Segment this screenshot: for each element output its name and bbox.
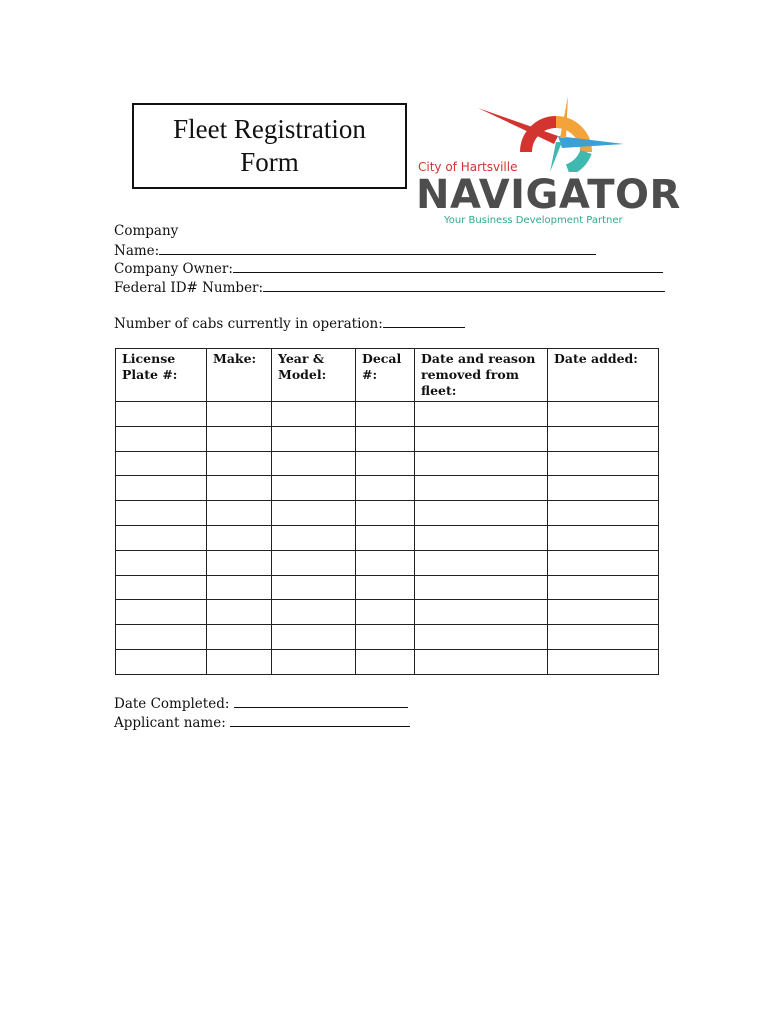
table-cell[interactable] (415, 402, 548, 427)
company-owner-field[interactable] (114, 258, 663, 278)
table-row (116, 575, 659, 600)
table-cell[interactable] (272, 600, 356, 625)
table-cell[interactable] (548, 600, 659, 625)
table-cell[interactable] (207, 402, 272, 427)
federal-id-field[interactable] (114, 277, 665, 297)
table-cell[interactable] (207, 525, 272, 550)
company-name-field[interactable] (114, 240, 596, 260)
table-cell[interactable] (207, 649, 272, 674)
table-cell[interactable] (272, 550, 356, 575)
company-name-label: Name: (114, 243, 160, 259)
company-owner-label: Company Owner: (114, 261, 233, 277)
header-year-model: Year & Model: (272, 349, 356, 402)
table-cell[interactable] (116, 550, 207, 575)
table-cell[interactable] (415, 501, 548, 526)
table-cell[interactable] (272, 625, 356, 650)
table-cell[interactable] (548, 501, 659, 526)
applicant-name-field[interactable] (114, 712, 410, 732)
cab-count-label: Number of cabs currently in operation: (114, 316, 383, 332)
company-name-label-line1 (114, 222, 178, 240)
table-cell[interactable] (356, 476, 415, 501)
table-row (116, 451, 659, 476)
logo-city: City of Hartsville (418, 160, 518, 174)
table-cell[interactable] (356, 625, 415, 650)
header-date-removed: Date and reason removed from fleet: (415, 349, 548, 402)
table-cell[interactable] (356, 501, 415, 526)
table-cell[interactable] (207, 501, 272, 526)
table-row (116, 550, 659, 575)
table-cell[interactable] (356, 451, 415, 476)
table-cell[interactable] (116, 402, 207, 427)
navigator-logo (416, 92, 681, 232)
table-cell[interactable] (207, 476, 272, 501)
table-cell[interactable] (415, 625, 548, 650)
table-cell[interactable] (207, 625, 272, 650)
table-cell[interactable] (548, 575, 659, 600)
table-cell[interactable] (356, 525, 415, 550)
table-cell[interactable] (116, 501, 207, 526)
header-date-added: Date added: (548, 349, 659, 402)
table-cell[interactable] (415, 426, 548, 451)
table-cell[interactable] (415, 476, 548, 501)
table-cell[interactable] (548, 476, 659, 501)
table-row (116, 600, 659, 625)
table-cell[interactable] (272, 575, 356, 600)
table-cell[interactable] (116, 476, 207, 501)
table-row (116, 426, 659, 451)
table-cell[interactable] (415, 525, 548, 550)
table-row (116, 501, 659, 526)
table-cell[interactable] (207, 550, 272, 575)
cab-count-field[interactable] (114, 313, 465, 333)
table-cell[interactable] (116, 649, 207, 674)
table-cell[interactable] (415, 550, 548, 575)
table-cell[interactable] (272, 649, 356, 674)
table-cell[interactable] (207, 575, 272, 600)
table-cell[interactable] (116, 426, 207, 451)
table-row (116, 525, 659, 550)
company-name-line[interactable] (159, 240, 596, 255)
logo-brand: NAVIGATOR (416, 172, 681, 218)
table-cell[interactable] (272, 525, 356, 550)
applicant-name-label: Applicant name: (114, 715, 226, 731)
logo-tagline: Your Business Development Partner (444, 215, 623, 226)
table-cell[interactable] (272, 402, 356, 427)
table-cell[interactable] (116, 525, 207, 550)
table-cell[interactable] (548, 525, 659, 550)
table-cell[interactable] (548, 451, 659, 476)
table-cell[interactable] (356, 426, 415, 451)
federal-id-label: Federal ID# Number: (114, 280, 264, 296)
table-cell[interactable] (415, 649, 548, 674)
table-cell[interactable] (415, 600, 548, 625)
table-cell[interactable] (116, 625, 207, 650)
table-cell[interactable] (548, 649, 659, 674)
table-cell[interactable] (272, 501, 356, 526)
company-owner-line[interactable] (233, 258, 663, 273)
applicant-name-line[interactable] (230, 712, 410, 727)
table-cell[interactable] (356, 550, 415, 575)
table-cell[interactable] (116, 575, 207, 600)
table-cell[interactable] (116, 451, 207, 476)
table-cell[interactable] (356, 575, 415, 600)
table-cell[interactable] (272, 426, 356, 451)
table-cell[interactable] (356, 600, 415, 625)
table-row (116, 476, 659, 501)
table-cell[interactable] (207, 600, 272, 625)
date-completed-line[interactable] (234, 693, 408, 708)
table-row (116, 649, 659, 674)
table-cell[interactable] (548, 550, 659, 575)
cab-count-line[interactable] (383, 313, 465, 328)
table-cell[interactable] (548, 426, 659, 451)
table-row (116, 402, 659, 427)
table-row (116, 625, 659, 650)
table-cell[interactable] (272, 451, 356, 476)
table-cell[interactable] (415, 575, 548, 600)
table-cell[interactable] (356, 402, 415, 427)
fleet-table (115, 348, 659, 675)
federal-id-line[interactable] (263, 277, 665, 292)
date-completed-field[interactable] (114, 693, 408, 713)
table-cell[interactable] (548, 625, 659, 650)
table-cell[interactable] (548, 402, 659, 427)
table-cell[interactable] (415, 451, 548, 476)
header-make: Make: (207, 349, 272, 402)
form-title: Fleet Registration Form (132, 103, 407, 189)
table-cell[interactable] (207, 451, 272, 476)
fleet-table-header (116, 349, 659, 402)
table-cell[interactable] (356, 649, 415, 674)
table-cell[interactable] (207, 426, 272, 451)
table-cell[interactable] (272, 476, 356, 501)
company-label: Company (114, 223, 179, 239)
table-cell[interactable] (116, 600, 207, 625)
header-license-plate: License Plate #: (116, 349, 207, 402)
header-decal: Decal #: (356, 349, 415, 402)
date-completed-label: Date Completed: (114, 696, 230, 712)
